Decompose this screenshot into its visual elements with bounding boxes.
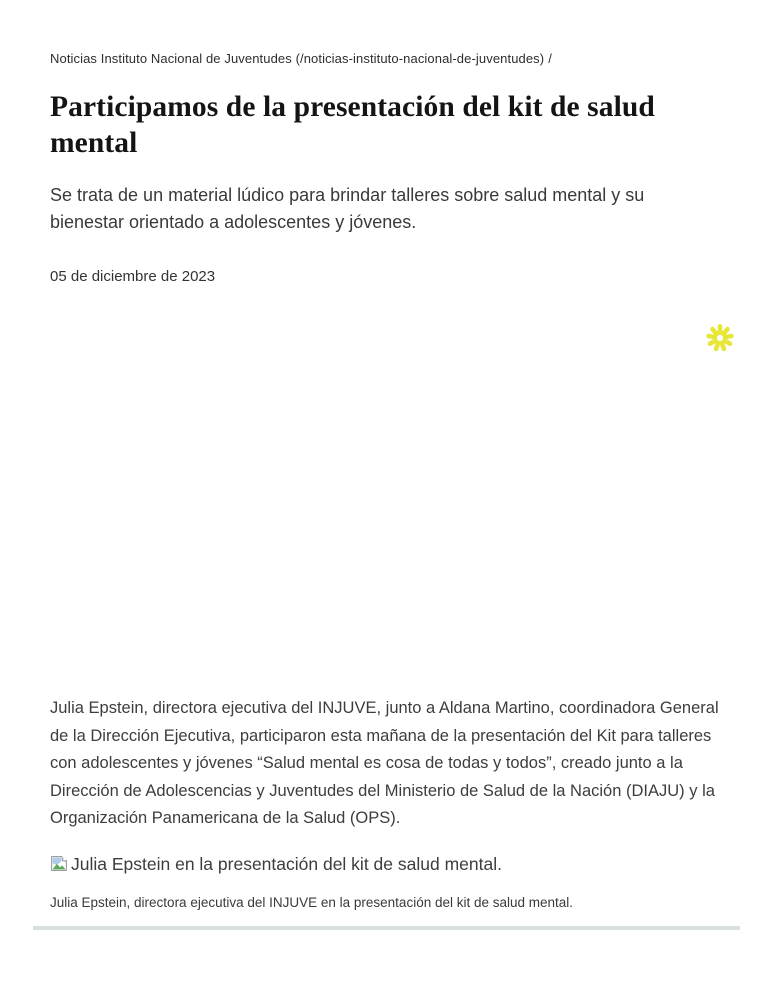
article-body: Julia Epstein, directora ejecutiva del INJUVE, junto a Aldana Martino, coordinadora General de la Dirección Ejecutiva, participaron esta mañana de la presentación del Kit para talleres con adolescentes y jóvenes “Salud mental es cosa de todas y todos”, creado junto a la Dirección de Adolescencias y Juventudes del Ministerio de Salud de la Nación (DIAJU) y la Organización Panamericana de la Salud (OPS). — [50, 699, 719, 827]
breadcrumb — [50, 0, 723, 68]
hero-image-placeholder — [50, 302, 723, 675]
breadcrumb-link-url: (/noticias-instituto-nacional-de-juventudes) — [295, 51, 545, 66]
footer-divider — [33, 926, 740, 930]
loading-spinner-icon — [705, 323, 735, 353]
page-title: Participamos de la presentación del kit de salud mental — [50, 91, 655, 159]
image-caption: Julia Epstein, directora ejecutiva del INJUVE en la presentación del kit de salud mental. — [50, 894, 574, 910]
breadcrumb-separator: / — [548, 51, 552, 66]
broken-image-row — [50, 852, 723, 876]
broken-image-icon — [50, 854, 69, 873]
breadcrumb-link[interactable] — [50, 51, 544, 66]
image-alt-text: Julia Epstein en la presentación del kit de salud mental. — [71, 853, 502, 874]
article-date: 05 de diciembre de 2023 — [50, 268, 216, 285]
article-subtitle: Se trata de un material lúdico para brindar talleres sobre salud mental y su bienestar orientado a adolescentes y jóvenes. — [50, 185, 645, 232]
breadcrumb-link-label: Noticias Instituto Nacional de Juventudes — [50, 51, 292, 66]
